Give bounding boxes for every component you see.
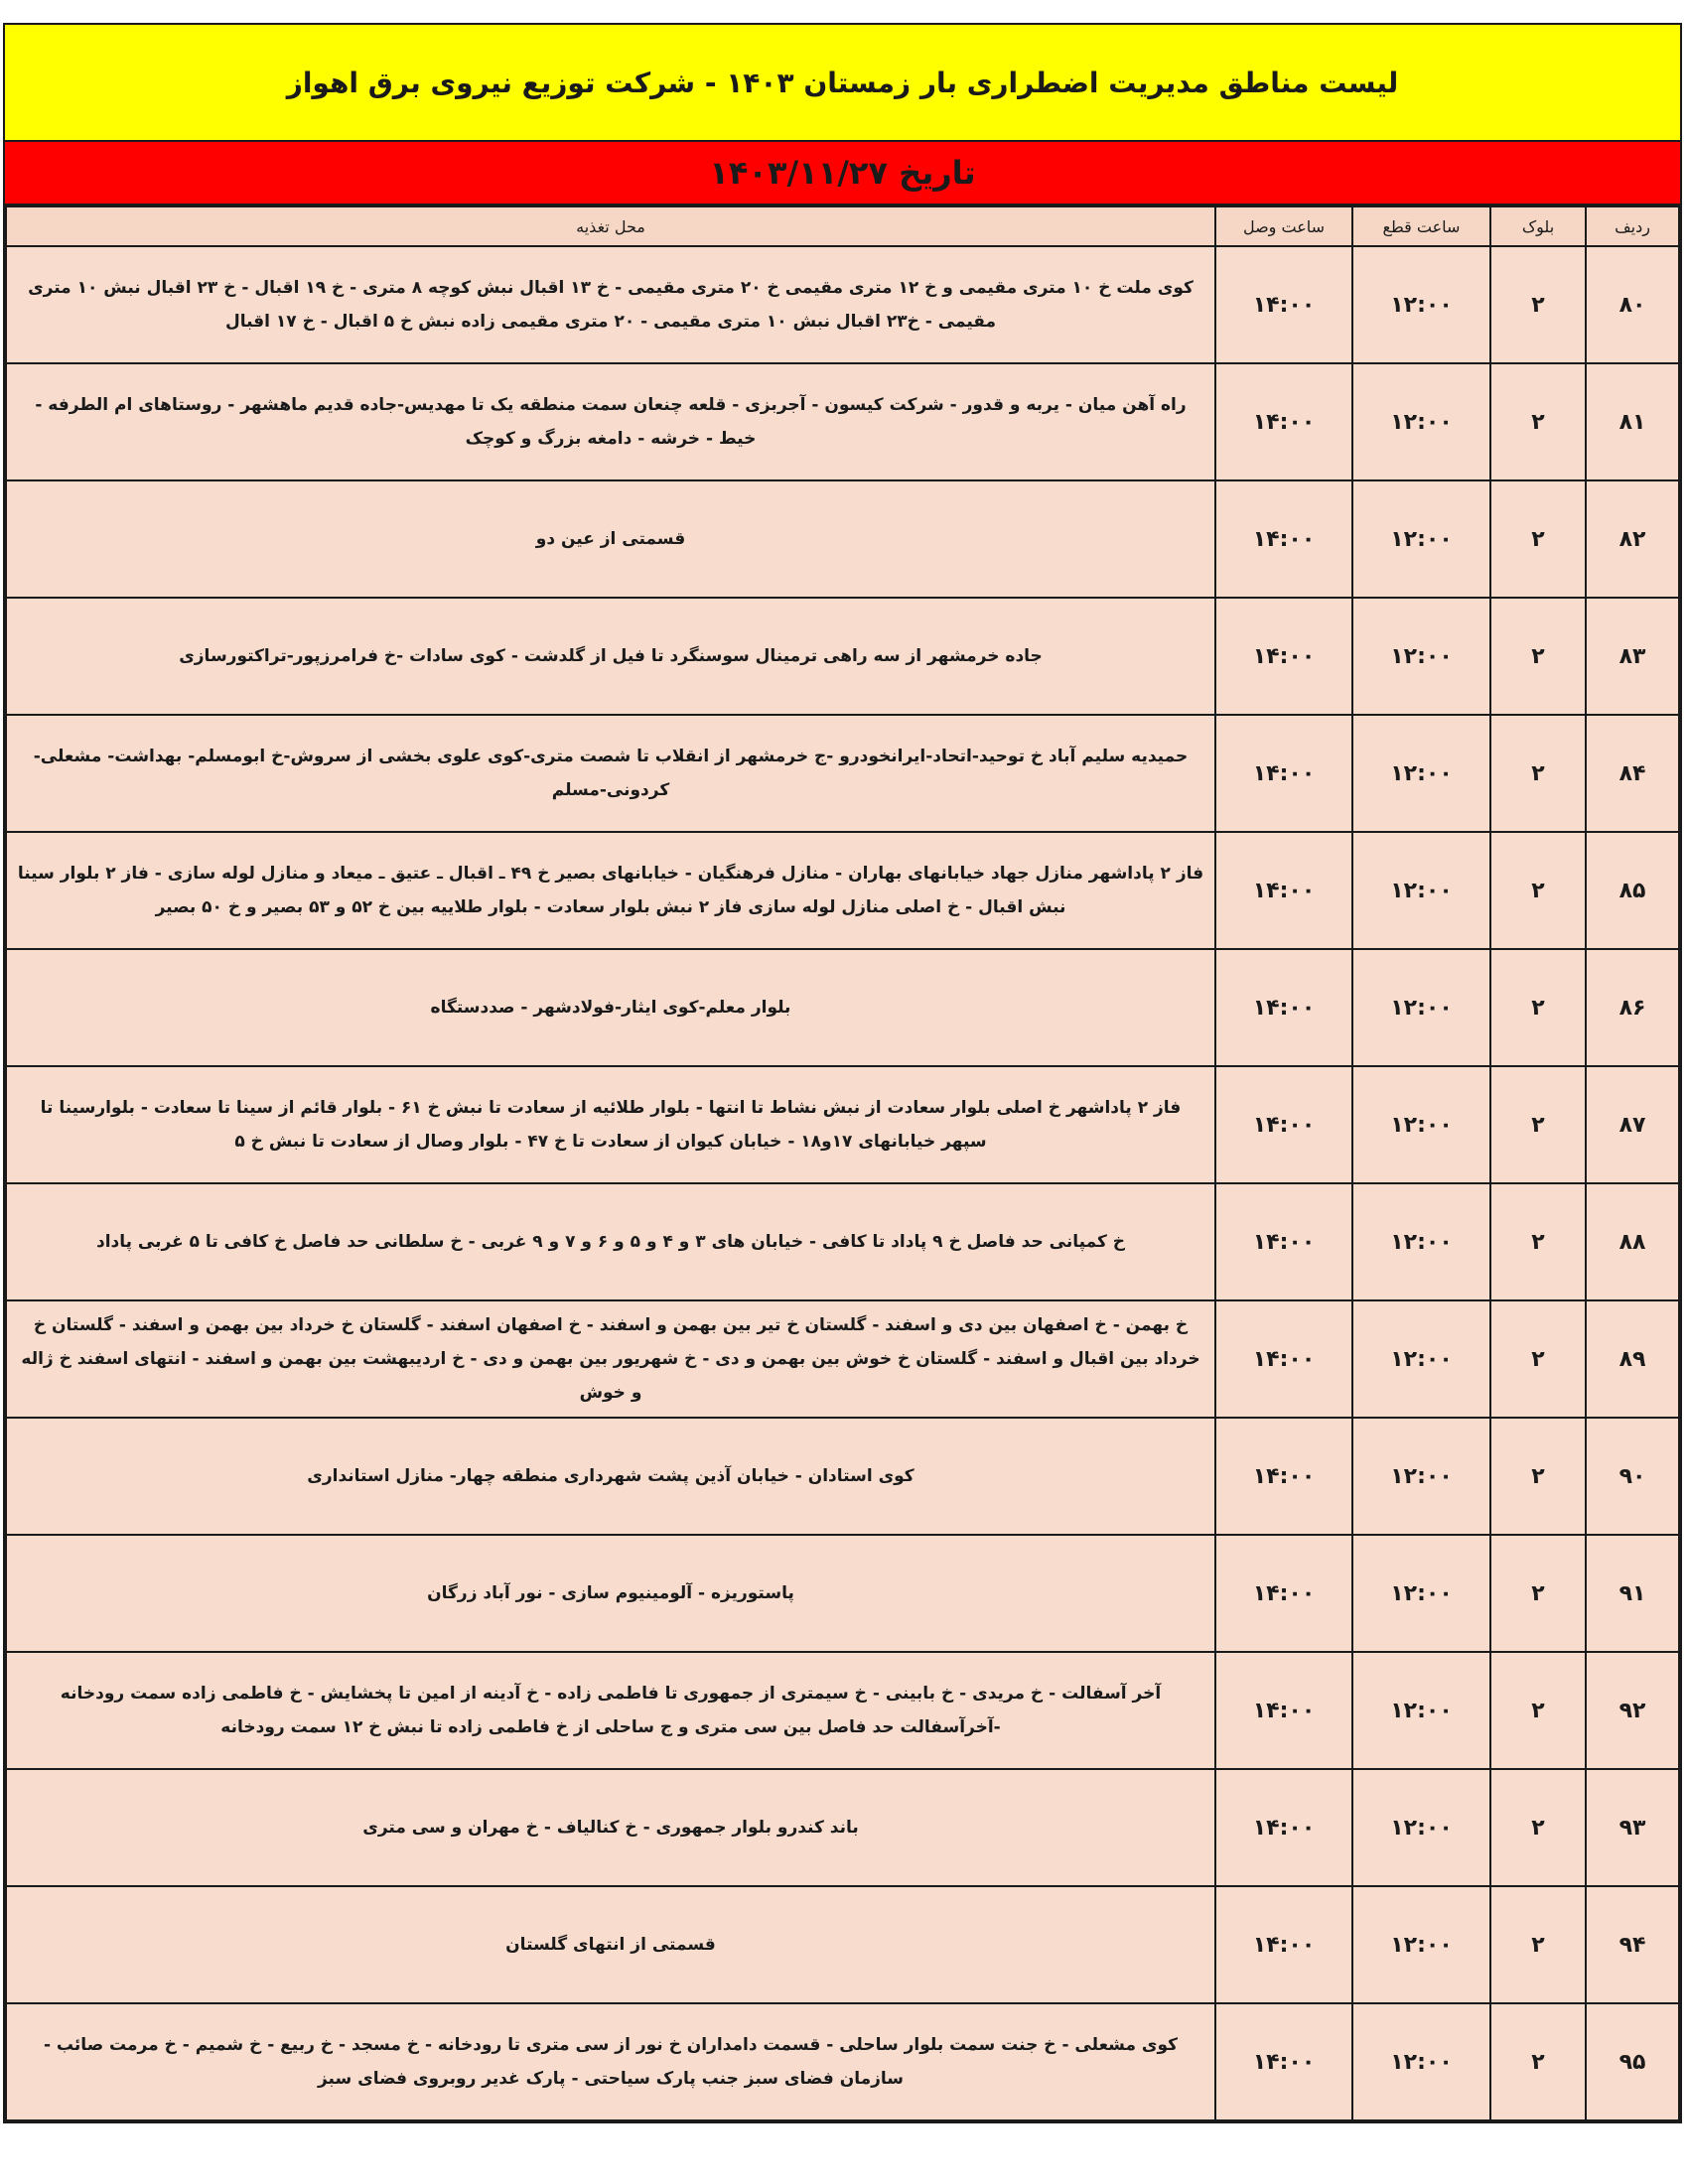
row-index: ۹۲ — [1586, 1652, 1679, 1769]
row-cut-time: ۱۲:۰۰ — [1352, 2003, 1490, 2120]
row-connect-time: ۱۴:۰۰ — [1215, 1769, 1352, 1886]
row-block: ۲ — [1490, 949, 1586, 1066]
row-location: حمیدیه سلیم آباد خ توحید-اتحاد-ایرانخودرو -ج خرمشهر از انقلاب تا شصت متری-کوی علوی بخشی از سروش-خ ابومسلم- بهداشت- مشعلی- کردونی-مسلم — [6, 715, 1215, 832]
row-cut-time: ۱۲:۰۰ — [1352, 1300, 1490, 1418]
row-connect-time: ۱۴:۰۰ — [1215, 363, 1352, 480]
row-index: ۸۵ — [1586, 832, 1679, 949]
row-cut-time: ۱۲:۰۰ — [1352, 949, 1490, 1066]
row-location: خ بهمن - خ اصفهان بین دی و اسفند - گلستان خ تیر بین بهمن و اسفند - خ اصفهان اسفند - گلستان خ خرداد بین بهمن و اسفند - گلستان خ خرداد بین اقبال و اسفند - گلستان خ خوش بین بهمن و دی - خ شهریور بین بهمن و دی - خ اردیبهشت بین بهمن و اسفند - انتهای اسفند خ ژاله و خوش — [6, 1300, 1215, 1418]
column-header-index: ردیف — [1586, 206, 1679, 246]
row-index: ۸۷ — [1586, 1066, 1679, 1183]
table-row — [6, 246, 1679, 363]
row-location: کوی استادان - خیابان آذین پشت شهرداری منطقه چهار- منازل استانداری — [6, 1418, 1215, 1535]
row-index: ۸۳ — [1586, 598, 1679, 715]
table-row — [6, 1418, 1679, 1535]
row-location: خ کمپانی حد فاصل خ ۹ پاداد تا کافی - خیابان های ۳ و ۴ و ۵ و ۶ و ۷ و ۹ غربی - خ سلطانی حد فاصل خ کافی تا ۵ غربی پاداد — [6, 1183, 1215, 1300]
table-row — [6, 1066, 1679, 1183]
table-row — [6, 480, 1679, 598]
row-connect-time: ۱۴:۰۰ — [1215, 246, 1352, 363]
table-row — [6, 1183, 1679, 1300]
row-connect-time: ۱۴:۰۰ — [1215, 1535, 1352, 1652]
row-index: ۸۱ — [1586, 363, 1679, 480]
row-index: ۹۰ — [1586, 1418, 1679, 1535]
row-index: ۸۰ — [1586, 246, 1679, 363]
row-index: ۸۲ — [1586, 480, 1679, 598]
row-connect-time: ۱۴:۰۰ — [1215, 1418, 1352, 1535]
row-block: ۲ — [1490, 1652, 1586, 1769]
row-location: کوی مشعلی - خ جنت سمت بلوار ساحلی - قسمت دامداران خ نور از سی متری تا رودخانه - خ مسجد - خ ربیع - خ شمیم - خ مرمت صائب - سازمان فضای سبز جنب پارک سیاحتی - پارک غدیر روبروی فضای سبز — [6, 2003, 1215, 2120]
page-title: لیست مناطق مدیریت اضطراری بار زمستان ۱۴۰۳ - شرکت توزیع نیروی برق اهواز — [5, 25, 1680, 142]
row-block: ۲ — [1490, 1535, 1586, 1652]
row-block: ۲ — [1490, 363, 1586, 480]
row-block: ۲ — [1490, 480, 1586, 598]
row-block: ۲ — [1490, 1418, 1586, 1535]
row-index: ۹۵ — [1586, 2003, 1679, 2120]
row-block: ۲ — [1490, 1066, 1586, 1183]
row-cut-time: ۱۲:۰۰ — [1352, 1066, 1490, 1183]
row-index: ۸۶ — [1586, 949, 1679, 1066]
table-row — [6, 1886, 1679, 2003]
schedule-sheet — [3, 23, 1682, 2123]
row-block: ۲ — [1490, 246, 1586, 363]
row-cut-time: ۱۲:۰۰ — [1352, 1418, 1490, 1535]
row-block: ۲ — [1490, 715, 1586, 832]
table-row — [6, 2003, 1679, 2120]
row-connect-time: ۱۴:۰۰ — [1215, 1183, 1352, 1300]
row-cut-time: ۱۲:۰۰ — [1352, 598, 1490, 715]
row-block: ۲ — [1490, 598, 1586, 715]
column-header-cut-time: ساعت قطع — [1352, 206, 1490, 246]
row-cut-time: ۱۲:۰۰ — [1352, 832, 1490, 949]
table-row — [6, 949, 1679, 1066]
row-connect-time: ۱۴:۰۰ — [1215, 1652, 1352, 1769]
row-connect-time: ۱۴:۰۰ — [1215, 1300, 1352, 1418]
row-block: ۲ — [1490, 1886, 1586, 2003]
row-index: ۸۸ — [1586, 1183, 1679, 1300]
row-cut-time: ۱۲:۰۰ — [1352, 1183, 1490, 1300]
row-connect-time: ۱۴:۰۰ — [1215, 598, 1352, 715]
row-index: ۹۴ — [1586, 1886, 1679, 2003]
table-row — [6, 598, 1679, 715]
row-block: ۲ — [1490, 1769, 1586, 1886]
row-location: باند کندرو بلوار جمهوری - خ کنالیاف - خ مهران و سی متری — [6, 1769, 1215, 1886]
date-banner: تاریخ ۱۴۰۳/۱۱/۲۷ — [5, 142, 1680, 205]
column-header-location: محل تغذیه — [6, 206, 1215, 246]
row-block: ۲ — [1490, 832, 1586, 949]
row-location: پاستوریزه - آلومینیوم سازی - نور آباد زرگان — [6, 1535, 1215, 1652]
row-cut-time: ۱۲:۰۰ — [1352, 480, 1490, 598]
row-index: ۹۱ — [1586, 1535, 1679, 1652]
table-body — [6, 246, 1679, 2120]
row-cut-time: ۱۲:۰۰ — [1352, 363, 1490, 480]
table-header-row — [6, 206, 1679, 246]
row-index: ۹۳ — [1586, 1769, 1679, 1886]
row-location: فاز ۲ پاداشهر منازل جهاد خیابانهای بهاران - منازل فرهنگیان - خیابانهای بصیر خ ۴۹ ـ اقبال ـ عتیق ـ میعاد و منازل لوله سازی - فاز ۲ بلوار سینا نبش اقبال - خ اصلی منازل لوله سازی فاز ۲ نبش بلوار سعادت - بلوار طلاییه بین خ ۵۲ و ۵۳ بصیر و خ ۵۰ بصیر — [6, 832, 1215, 949]
row-block: ۲ — [1490, 1300, 1586, 1418]
row-cut-time: ۱۲:۰۰ — [1352, 715, 1490, 832]
table-row — [6, 832, 1679, 949]
row-connect-time: ۱۴:۰۰ — [1215, 2003, 1352, 2120]
row-cut-time: ۱۲:۰۰ — [1352, 1886, 1490, 2003]
row-location: کوی ملت خ ۱۰ متری مقیمی و خ ۱۲ متری مقیمی خ ۲۰ متری مقیمی - خ ۱۳ اقبال نبش کوچه ۸ متری - خ ۱۹ اقبال - خ ۲۳ اقبال نبش ۱۰ متری مقیمی - خ۲۳ اقبال نبش ۱۰ متری مقیمی - ۲۰ متری مقیمی زاده نبش خ ۵ اقبال - خ ۱۷ اقبال — [6, 246, 1215, 363]
row-connect-time: ۱۴:۰۰ — [1215, 832, 1352, 949]
table-row — [6, 1535, 1679, 1652]
row-connect-time: ۱۴:۰۰ — [1215, 715, 1352, 832]
row-cut-time: ۱۲:۰۰ — [1352, 1769, 1490, 1886]
table-row — [6, 363, 1679, 480]
row-location: جاده خرمشهر از سه راهی ترمینال سوسنگرد تا فیل از گلدشت - کوی سادات -خ فرامرزپور-تراکتورسازی — [6, 598, 1215, 715]
table-row — [6, 1652, 1679, 1769]
table-row — [6, 715, 1679, 832]
row-block: ۲ — [1490, 1183, 1586, 1300]
table-row — [6, 1769, 1679, 1886]
row-location: قسمتی از عین دو — [6, 480, 1215, 598]
row-location: آخر آسفالت - خ مریدی - خ بابینی - خ سیمتری از جمهوری تا فاطمی زاده - خ آدینه از امین تا پخشایش - خ فاطمی زاده سمت رودخانه -آخرآسفالت حد فاصل بین سی متری و ج ساحلی از خ فاطمی زاده تا نبش خ ۱۲ سمت رودخانه — [6, 1652, 1215, 1769]
row-connect-time: ۱۴:۰۰ — [1215, 480, 1352, 598]
column-header-block: بلوک — [1490, 206, 1586, 246]
row-location: راه آهن میان - یربه و قدور - شرکت کیسون - آجربزی - قلعه چنعان سمت منطقه یک تا مهدیس-جاده قدیم ماهشهر - روستاهای ام الطرفه - خیط - خرشه - دامغه بزرگ و کوچک — [6, 363, 1215, 480]
row-connect-time: ۱۴:۰۰ — [1215, 1886, 1352, 2003]
row-block: ۲ — [1490, 2003, 1586, 2120]
outage-table — [5, 205, 1680, 2121]
row-connect-time: ۱۴:۰۰ — [1215, 949, 1352, 1066]
row-cut-time: ۱۲:۰۰ — [1352, 1652, 1490, 1769]
row-cut-time: ۱۲:۰۰ — [1352, 1535, 1490, 1652]
row-location: بلوار معلم-کوی ایثار-فولادشهر - صددستگاه — [6, 949, 1215, 1066]
table-row — [6, 1300, 1679, 1418]
row-connect-time: ۱۴:۰۰ — [1215, 1066, 1352, 1183]
row-location: فاز ۲ پاداشهر خ اصلی بلوار سعادت از نبش نشاط تا انتها - بلوار طلائیه از سعادت تا نبش خ ۶۱ - بلوار قائم از سینا تا سعادت - بلوارسینا تا سپهر خیابانهای ۱۷و۱۸ - خیابان کیوان از سعادت تا خ ۴۷ - بلوار وصال از سعادت تا نبش خ ۵ — [6, 1066, 1215, 1183]
column-header-connect-time: ساعت وصل — [1215, 206, 1352, 246]
row-index: ۸۹ — [1586, 1300, 1679, 1418]
row-index: ۸۴ — [1586, 715, 1679, 832]
row-location: قسمتی از انتهای گلستان — [6, 1886, 1215, 2003]
row-cut-time: ۱۲:۰۰ — [1352, 246, 1490, 363]
